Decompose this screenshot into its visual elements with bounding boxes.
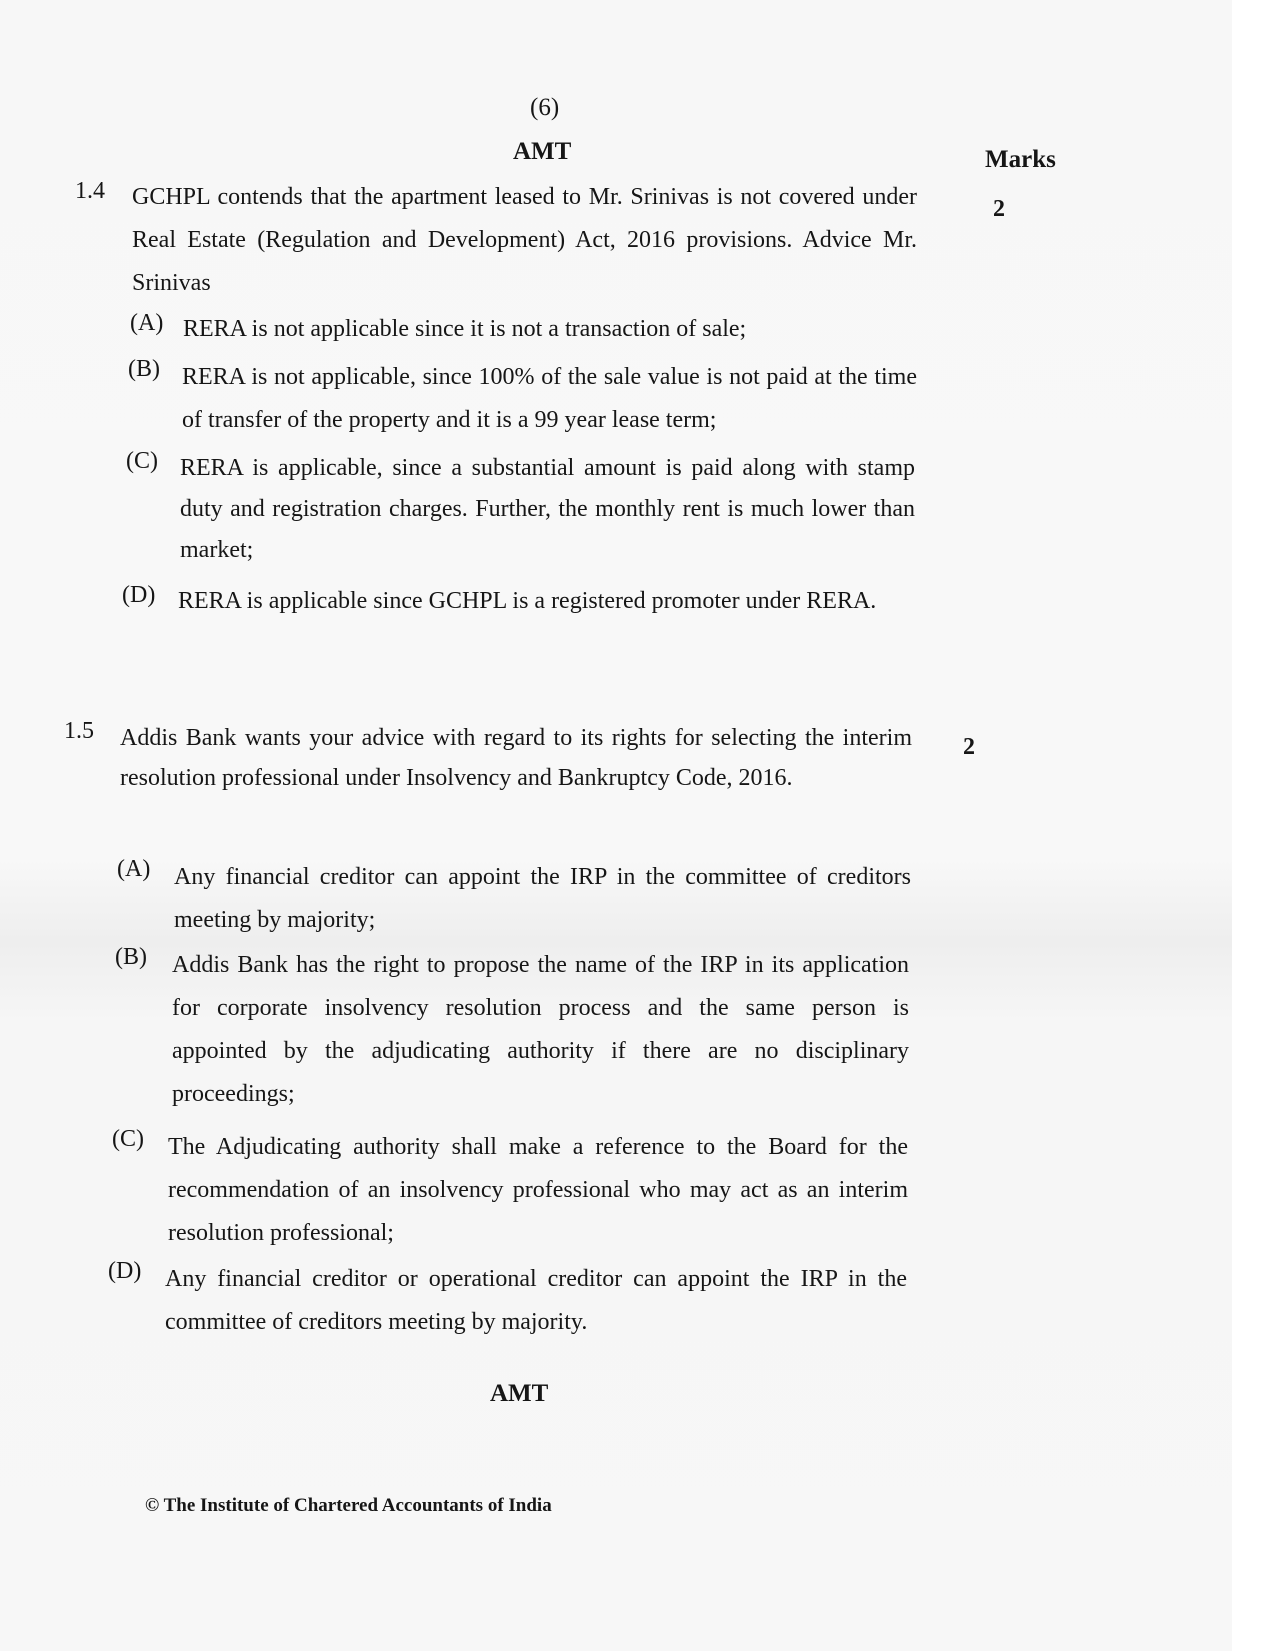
option-text: RERA is applicable since GCHPL is a registered promoter under RERA. bbox=[178, 588, 877, 614]
paper-code-footer: AMT bbox=[490, 1380, 549, 1407]
option-text: Any financial creditor can appoint the IRP in the committee of creditors meeting by majority; bbox=[174, 864, 911, 933]
question-marks: 2 bbox=[963, 734, 975, 760]
option-label: (A) bbox=[117, 856, 151, 882]
option-text: Addis Bank has the right to propose the name of the IRP in its application for corporate insolvency resolution process and the same person is appointed by the adjudicating authority if there are no disciplinary proceedings; bbox=[172, 952, 909, 1107]
question-marks: 2 bbox=[993, 196, 1005, 222]
option-label: (D) bbox=[108, 1258, 142, 1284]
option-label: (B) bbox=[128, 356, 160, 382]
option-text: RERA is not applicable, since 100% of the sale value is not paid at the time of transfer of the property and it is a 99 year lease term; bbox=[182, 364, 917, 433]
option-label: (C) bbox=[112, 1126, 144, 1152]
question-text: GCHPL contends that the apartment leased to Mr. Srinivas is not covered under Real Estate (Regulation and Development) Act, 2016 provisions. Advice Mr. Srinivas bbox=[132, 184, 917, 296]
option-text: RERA is not applicable since it is not a transaction of sale; bbox=[183, 316, 747, 342]
question-text: Addis Bank wants your advice with regard to its rights for selecting the interim resolution professional under Insolvency and Bankruptcy Code, 2016. bbox=[120, 725, 912, 791]
scan-margin bbox=[1232, 0, 1275, 1651]
option-label: (B) bbox=[115, 944, 147, 970]
question-number: 1.5 bbox=[64, 718, 94, 744]
page-number: (6) bbox=[530, 94, 560, 121]
option-text: The Adjudicating authority shall make a reference to the Board for the recommendation of an insolvency professional who may act as an interim resolution professional; bbox=[168, 1134, 908, 1246]
option-label: (D) bbox=[122, 582, 156, 608]
option-text: RERA is applicable, since a substantial amount is paid along with stamp duty and registration charges. Further, the monthly rent is much lower than market; bbox=[180, 455, 915, 563]
question-number: 1.4 bbox=[75, 178, 105, 204]
option-label: (C) bbox=[126, 448, 158, 474]
marks-column-heading: Marks bbox=[985, 146, 1056, 173]
option-text: Any financial creditor or operational creditor can appoint the IRP in the committee of creditors meeting by majority. bbox=[165, 1266, 907, 1335]
copyright-notice: © The Institute of Chartered Accountants of India bbox=[145, 1495, 552, 1516]
paper-code-header: AMT bbox=[513, 138, 572, 165]
option-label: (A) bbox=[130, 310, 164, 336]
